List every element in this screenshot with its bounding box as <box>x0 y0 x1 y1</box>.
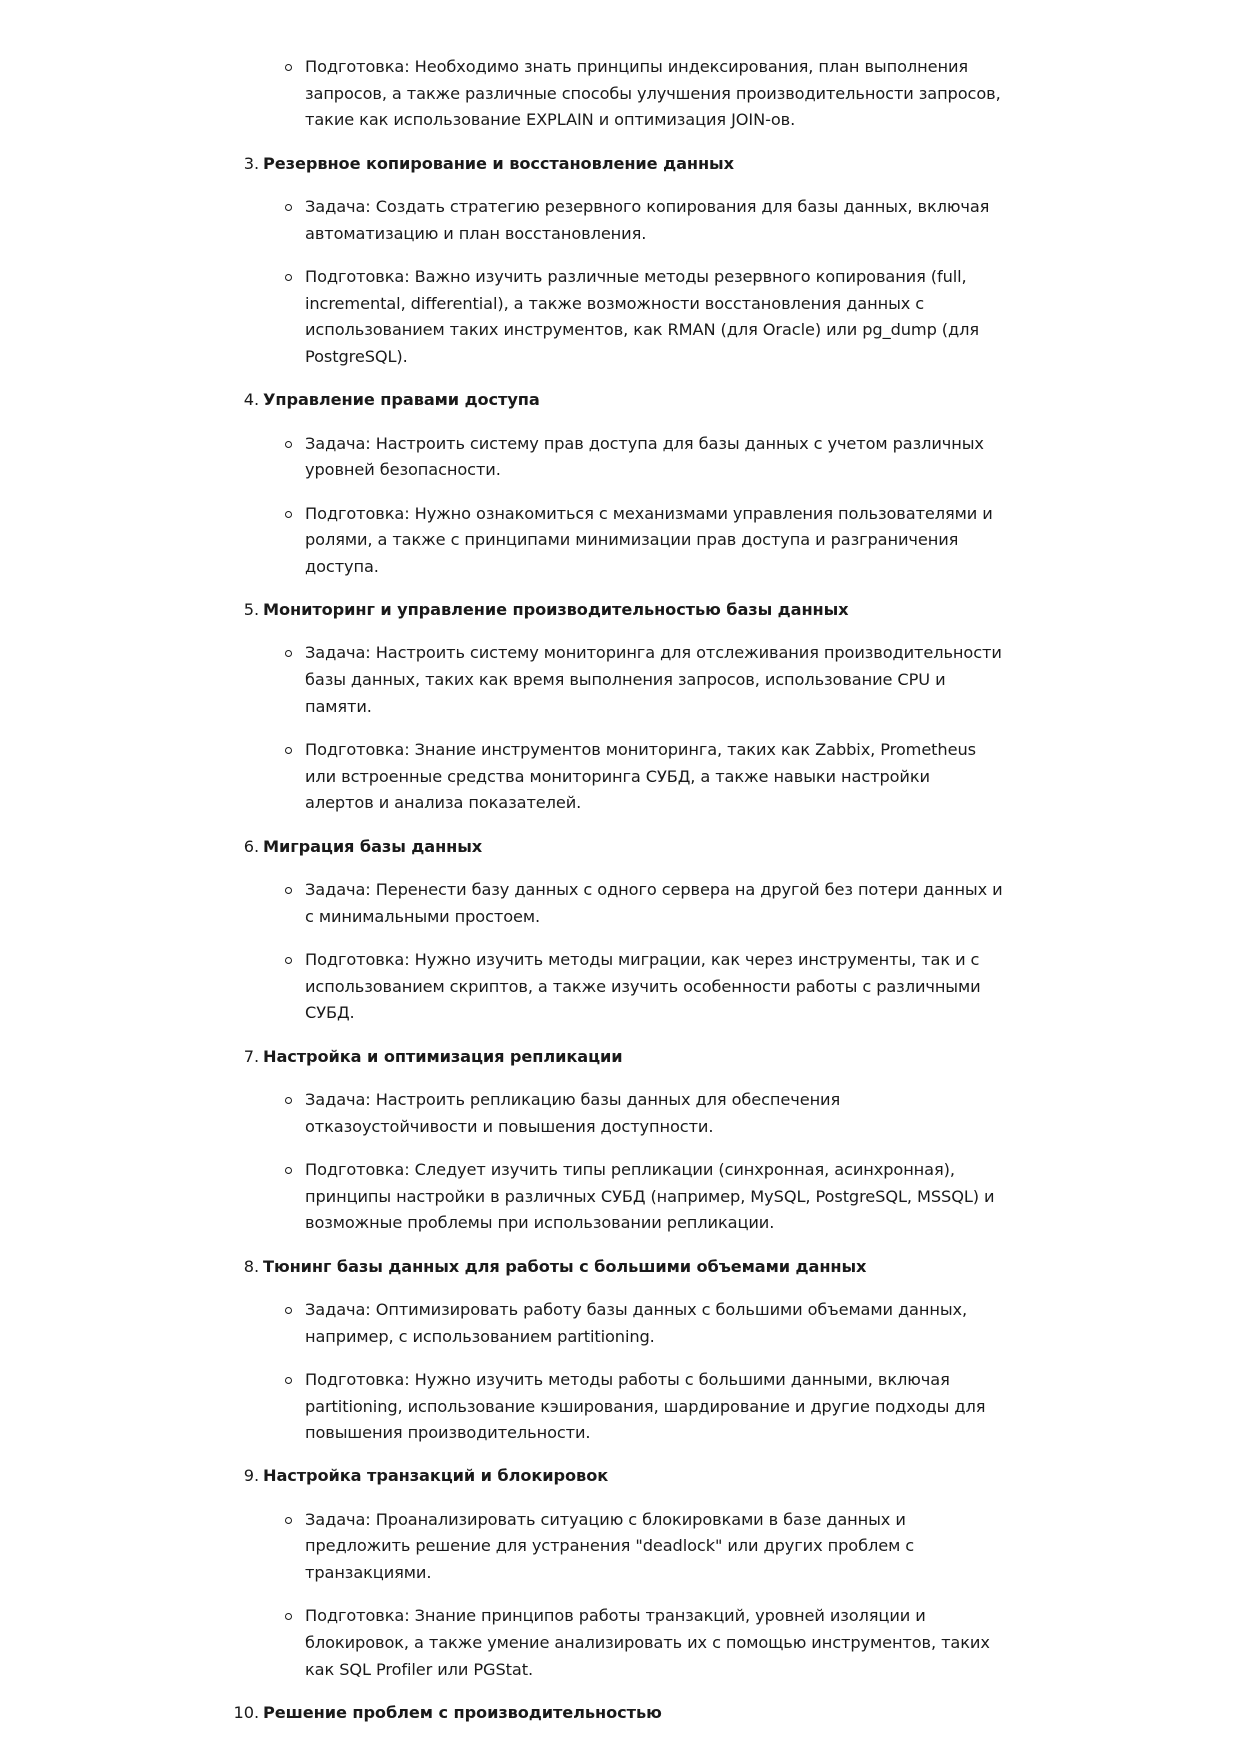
section-heading <box>243 1463 1003 1490</box>
list-item: Подготовка: Нужно изучить методы работы с большими данными, включая partitioning, использование кэширования, шардирование и другие подходы для повышения производительности. <box>305 1367 1003 1447</box>
section-title: Резервное копирование и восстановление данных <box>263 153 734 173</box>
list-item: Задача: Создать стратегию резервного копирования для базы данных, включая автоматизацию и план восстановления. <box>305 194 1003 247</box>
list-item: Подготовка: Следует изучить типы репликации (синхронная, асинхронная), принципы настройки в различных СУБД (например, MySQL, PostgreSQL, MSSQL) и возможные проблемы при использовании репликации. <box>305 1157 1003 1237</box>
section-number: 9. <box>243 1466 259 1486</box>
section-heading <box>243 597 1003 624</box>
list-item: Подготовка: Знание принципов работы транзакций, уровней изоляции и блокировок, а также умение анализировать их с помощью инструментов, таких как SQL Profiler или PGStat. <box>305 1603 1003 1683</box>
section-5 <box>243 597 1003 817</box>
section-number: 4. <box>243 390 259 410</box>
section-number: 8. <box>243 1256 259 1276</box>
list-item: Задача: Оптимизировать работу базы данных с большими объемами данных, например, с использованием partitioning. <box>305 1297 1003 1350</box>
section-heading <box>243 834 1003 861</box>
list-item: Подготовка: Нужно изучить методы миграции, как через инструменты, так и с использованием скриптов, а также изучить особенности работы с различными СУБД. <box>305 947 1003 1027</box>
section-title: Тюнинг базы данных для работы с большими объемами данных <box>263 1256 867 1276</box>
list-item: Задача: Проанализировать ситуацию с блокировками в базе данных и предложить решение для устранения "deadlock" или других проблем с транзакциями. <box>305 1507 1003 1587</box>
list-item: Задача: Настроить репликацию базы данных для обеспечения отказоустойчивости и повышения доступности. <box>305 1087 1003 1140</box>
list-item: Подготовка: Нужно ознакомиться с механизмами управления пользователями и ролями, а также с принципами минимизации прав доступа и разграничения доступа. <box>305 501 1003 581</box>
document-content <box>233 54 1003 1743</box>
section-8 <box>243 1254 1003 1447</box>
section-heading <box>243 1044 1003 1071</box>
section-7 <box>243 1044 1003 1237</box>
section-10 <box>233 1700 1003 1727</box>
section-number: 5. <box>243 600 259 620</box>
bullet-list <box>263 877 1003 1027</box>
section-4 <box>243 387 1003 580</box>
section-title: Настройка и оптимизация репликации <box>263 1046 623 1066</box>
list-item: Подготовка: Необходимо знать принципы индексирования, план выполнения запросов, а также различные способы улучшения производительности запросов, такие как использование EXPLAIN и оптимизация JOIN-ов. <box>305 54 1003 134</box>
section-title: Миграция базы данных <box>263 836 483 856</box>
list-item: Подготовка: Знание инструментов мониторинга, таких как Zabbix, Prometheus или встроенные средства мониторинга СУБД, а также навыки настройки алертов и анализа показателей. <box>305 737 1003 817</box>
section-title: Настройка транзакций и блокировок <box>263 1466 609 1486</box>
bullet-list <box>263 1087 1003 1237</box>
bullet-list <box>263 1297 1003 1447</box>
section-number: 7. <box>243 1046 259 1066</box>
section-number: 3. <box>243 153 259 173</box>
list-item: Задача: Настроить систему прав доступа для базы данных с учетом различных уровней безопасности. <box>305 431 1003 484</box>
list-item: Задача: Перенести базу данных с одного сервера на другой без потери данных и с минимальными простоем. <box>305 877 1003 930</box>
section-9 <box>243 1463 1003 1683</box>
bullet-list <box>263 1507 1003 1683</box>
section-title: Решение проблем с производительностью <box>263 1703 662 1723</box>
bullet-list <box>263 640 1003 816</box>
section-heading <box>243 1254 1003 1281</box>
section-number: 6. <box>243 836 259 856</box>
section-heading <box>243 151 1003 178</box>
list-item: Подготовка: Важно изучить различные методы резервного копирования (full, incremental, differential), а также возможности восстановления данных с использованием таких инструментов, как RMAN (для Oracle) или pg_dump (для PostgreSQL). <box>305 264 1003 370</box>
section-6 <box>243 834 1003 1027</box>
intro-bullet-list <box>263 54 1003 134</box>
section-title: Мониторинг и управление производительностью базы данных <box>263 600 849 620</box>
section-heading <box>243 387 1003 414</box>
section-heading <box>233 1700 1003 1727</box>
section-3 <box>243 151 1003 371</box>
section-title: Управление правами доступа <box>263 390 540 410</box>
bullet-list <box>263 194 1003 370</box>
bullet-list <box>263 431 1003 581</box>
list-item: Задача: Настроить систему мониторинга для отслеживания производительности базы данных, таких как время выполнения запросов, использование CPU и памяти. <box>305 640 1003 720</box>
section-number: 10. <box>233 1703 259 1723</box>
